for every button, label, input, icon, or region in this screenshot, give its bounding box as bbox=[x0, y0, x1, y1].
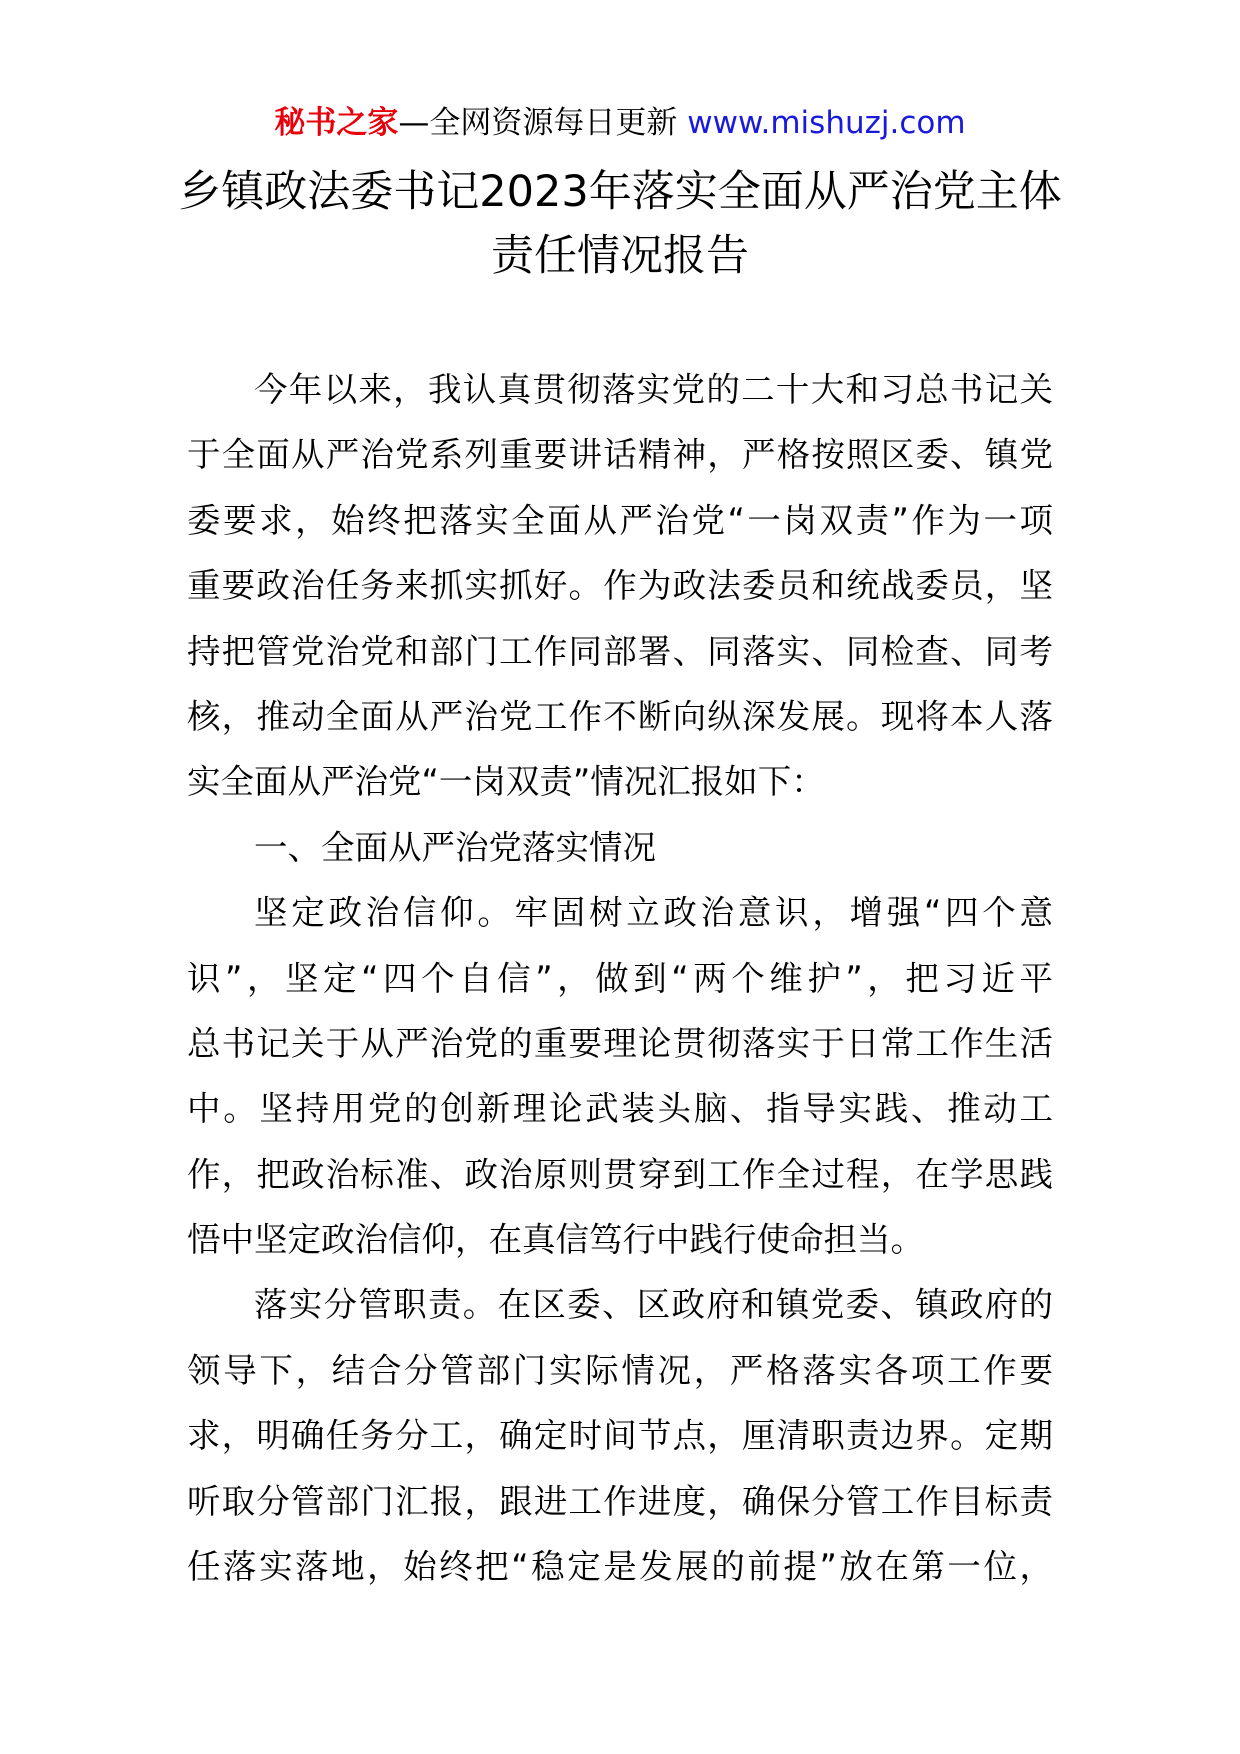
body-line: 实全面从严治党“一岗双责”情况汇报如下： bbox=[187, 762, 825, 802]
body-line: 核，推动全面从严治党工作不断向纵深发展。现将本人落 bbox=[187, 696, 1053, 736]
site-tagline: —全网资源每日更新 bbox=[398, 105, 688, 141]
body-line: 作，把政治标准、政治原则贯穿到工作全过程，在学思践 bbox=[187, 1154, 1053, 1194]
body-line: 于全面从严治党系列重要讲话精神，严格按照区委、镇党 bbox=[187, 435, 1053, 475]
site-header bbox=[0, 100, 1240, 146]
body-line: 持把管党治党和部门工作同部署、同落实、同检查、同考 bbox=[187, 631, 1053, 671]
body-line: 悟中坚定政治信仰，在真信笃行中践行使命担当。 bbox=[187, 1220, 924, 1260]
section-heading: 一、全面从严治党落实情况 bbox=[254, 827, 656, 867]
document-body bbox=[187, 357, 1053, 1599]
body-line: 任落实落地，始终把“稳定是发展的前提”放在第一位， bbox=[187, 1547, 1053, 1587]
title-line-1: 乡镇政法委书记2023年落实全面从严治党主体 bbox=[178, 167, 1062, 217]
body-line: 落实分管职责。在区委、区政府和镇党委、镇政府的 bbox=[254, 1285, 1053, 1325]
body-line: 识”，坚定“四个自信”，做到“两个维护”，把习近平 bbox=[187, 958, 1053, 998]
body-line: 中。坚持用党的创新理论武装头脑、指导实践、推动工 bbox=[187, 1089, 1053, 1129]
body-line: 求，明确任务分工，确定时间节点，厘清职责边界。定期 bbox=[187, 1416, 1053, 1456]
body-line: 今年以来，我认真贯彻落实党的二十大和习总书记关 bbox=[254, 370, 1053, 409]
body-line: 委要求，始终把落实全面从严治党“一岗双责”作为一项 bbox=[187, 500, 1053, 540]
body-line: 重要政治任务来抓实抓好。作为政法委员和统战委员，坚 bbox=[187, 566, 1053, 606]
document-title bbox=[150, 160, 1090, 288]
title-line-2: 责任情况报告 bbox=[491, 231, 749, 281]
body-line: 总书记关于从严治党的重要理论贯彻落实于日常工作生活 bbox=[187, 1023, 1053, 1063]
body-line: 坚定政治信仰。牢固树立政治意识，增强“四个意 bbox=[254, 893, 1053, 933]
body-line: 听取分管部门汇报，跟进工作进度，确保分管工作目标责 bbox=[187, 1481, 1053, 1521]
site-url-link[interactable]: www.mishuzj.com bbox=[687, 105, 966, 141]
body-line: 领导下，结合分管部门实际情况，严格落实各项工作要 bbox=[187, 1350, 1053, 1390]
site-brand: 秘书之家 bbox=[274, 105, 399, 141]
